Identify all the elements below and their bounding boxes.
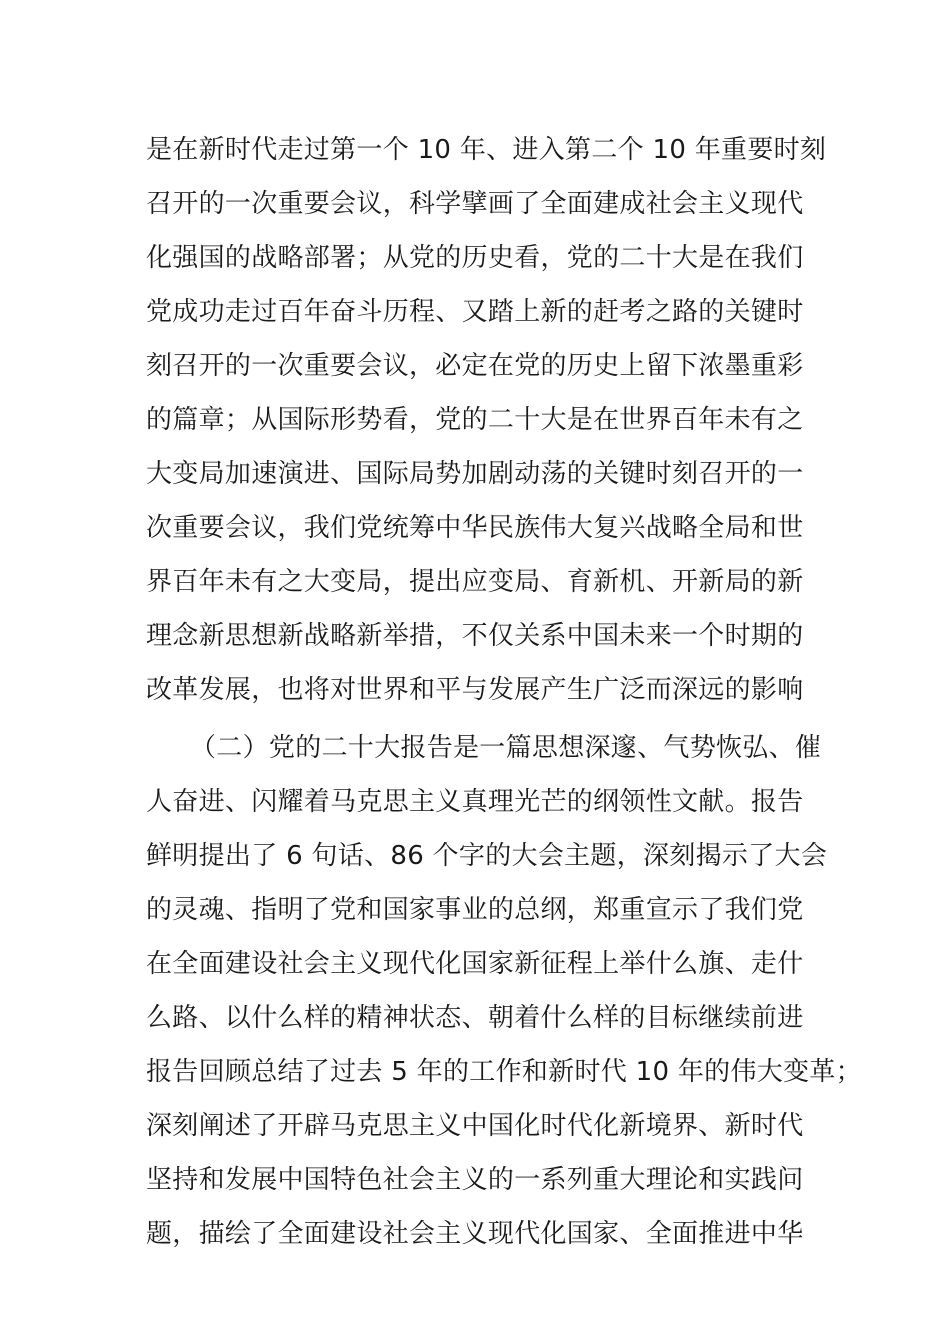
text-line: 是在新时代走过第一个 10 年、进入第二个 10 年重要时刻 [146, 135, 827, 165]
text-line: 人奋进、闪耀着马克思主义真理光芒的纲领性文献。报告 [146, 787, 804, 817]
text-line: 坚持和发展中国特色社会主义的一系列重大理论和实践问 [146, 1165, 804, 1195]
text-line: 化强国的战略部署；从党的历史看，党的二十大是在我们 [146, 243, 804, 273]
text-line: 鲜明提出了 6 句话、86 个字的大会主题，深刻揭示了大会 [146, 841, 828, 871]
text-line: 大变局加速演进、国际局势加剧动荡的关键时刻召开的一 [146, 459, 804, 489]
text-line: 在全面建设社会主义现代化国家新征程上举什么旗、走什 [146, 949, 804, 979]
text-line: （二）党的二十大报告是一篇思想深邃、气势恢弘、催 [190, 733, 822, 763]
text-line: 么路、以什么样的精神状态、朝着什么样的目标继续前进 [146, 1003, 804, 1033]
paragraph-2 [146, 721, 862, 1261]
text-line: 题，描绘了全面建设社会主义现代化国家、全面推进中华 [146, 1219, 804, 1249]
text-line: 的篇章；从国际形势看，党的二十大是在世界百年未有之 [146, 405, 804, 435]
text-line: 刻召开的一次重要会议，必定在党的历史上留下浓墨重彩 [146, 351, 804, 381]
text-line: 界百年未有之大变局，提出应变局、育新机、开新局的新 [146, 567, 804, 597]
text-line: 报告回顾总结了过去 5 年的工作和新时代 10 年的伟大变革； [146, 1057, 862, 1087]
text-line: 党成功走过百年奋斗历程、又踏上新的赶考之路的关键时 [146, 297, 804, 327]
text-line: 召开的一次重要会议，科学擘画了全面建成社会主义现代 [146, 189, 804, 219]
paragraph-1 [146, 123, 827, 717]
text-line: 改革发展，也将对世界和平与发展产生广泛而深远的影响 [146, 675, 804, 705]
text-line: 次重要会议，我们党统筹中华民族伟大复兴战略全局和世 [146, 513, 804, 543]
text-line: 理念新思想新战略新举措，不仅关系中国未来一个时期的 [146, 621, 804, 651]
text-line: 深刻阐述了开辟马克思主义中国化时代化新境界、新时代 [146, 1111, 804, 1141]
text-line: 的灵魂、指明了党和国家事业的总纲，郑重宣示了我们党 [146, 895, 804, 925]
